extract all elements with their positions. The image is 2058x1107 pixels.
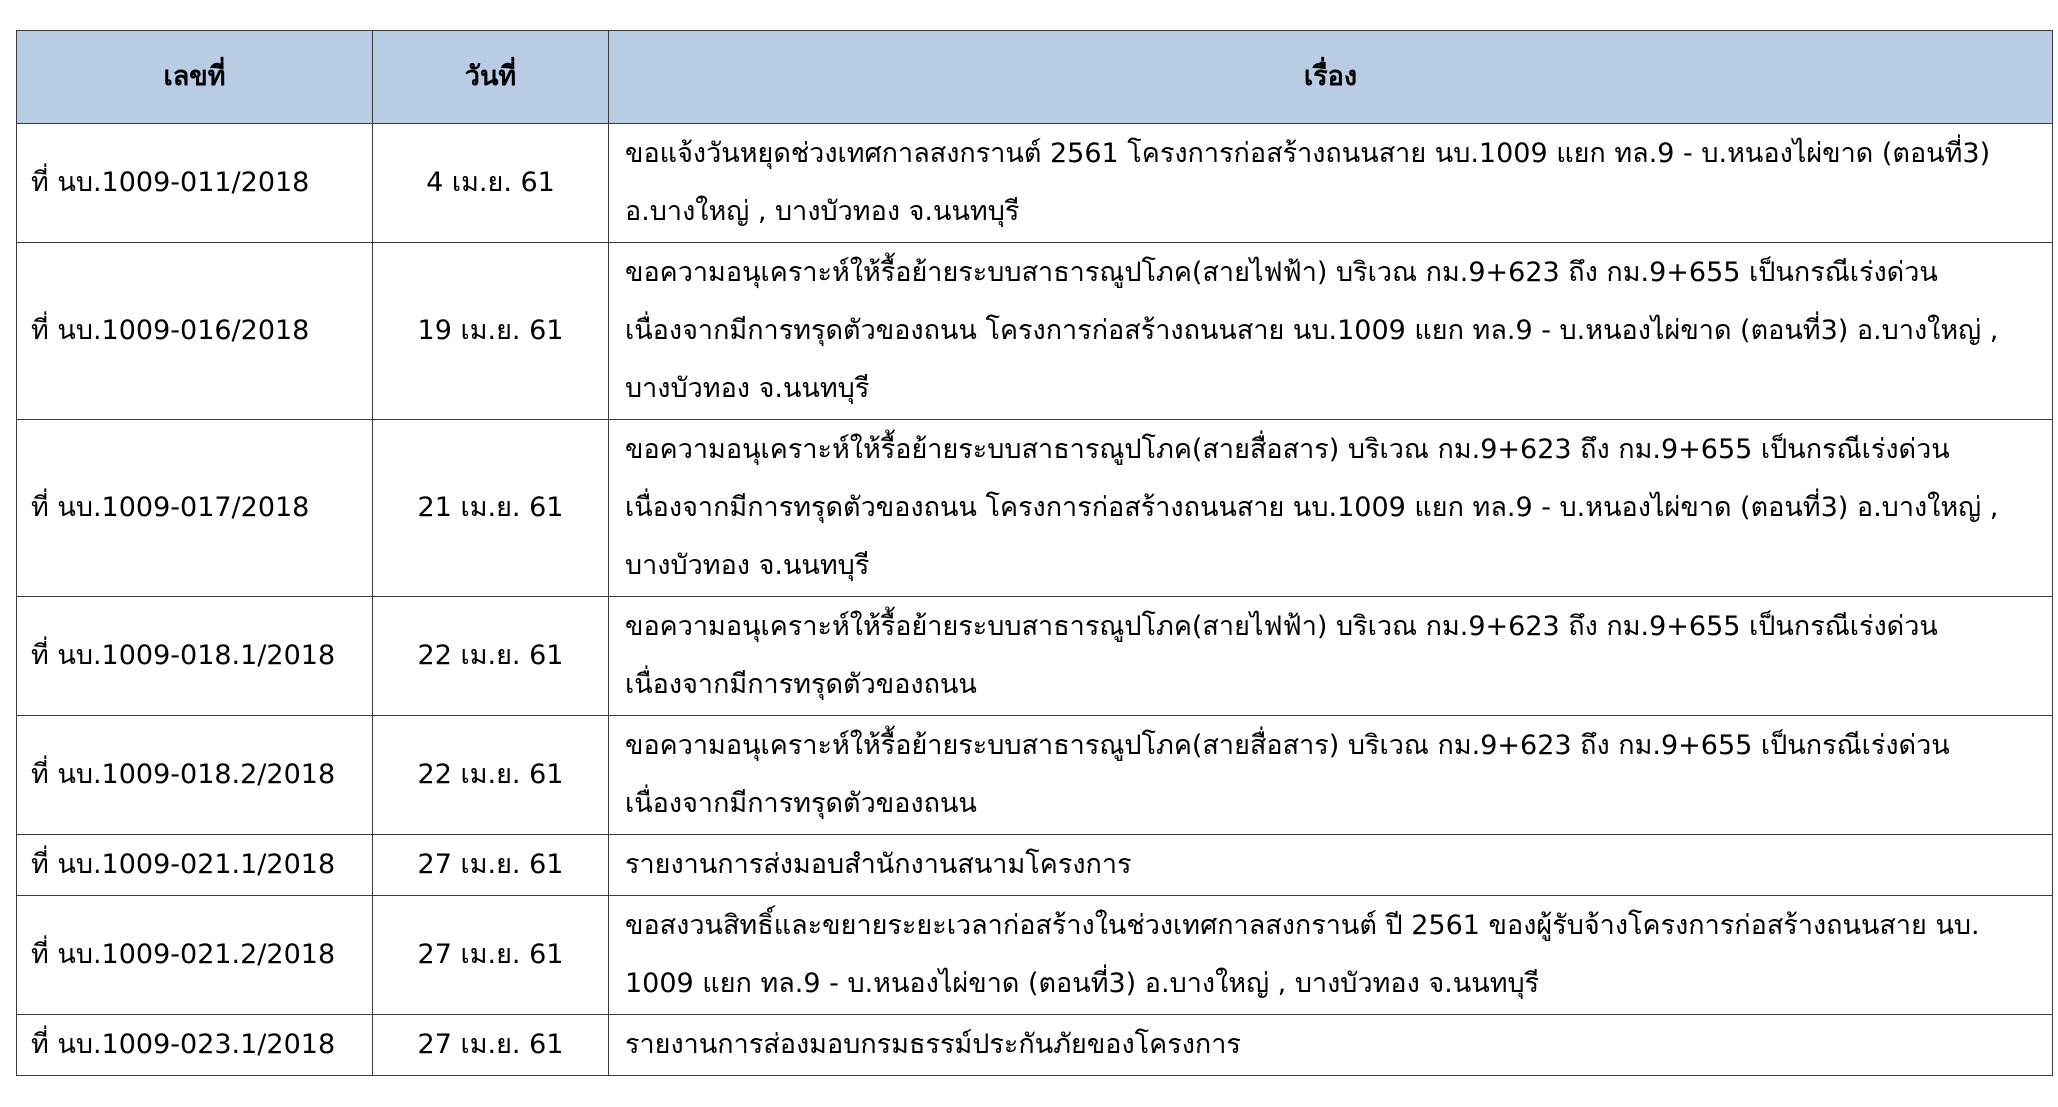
row-subject: ขอความอนุเคราะห์ให้รื้อย้ายระบบสาธารณูปโภค(สายสื่อสาร) บริเวณ กม.9+623 ถึง กม.9+655 เป็นกรณีเร่งด่วน เนื่องจากมีการทรุดตัวของถนน — [609, 716, 2053, 835]
table-row — [17, 1015, 2053, 1076]
table-row — [17, 243, 2053, 420]
row-date: 19 เม.ย. 61 — [373, 243, 609, 420]
table-row — [17, 124, 2053, 243]
table-header-row — [17, 31, 2053, 124]
row-number: ที่ นบ.1009-021.2/2018 — [17, 896, 373, 1015]
header-date: วันที่ — [373, 31, 609, 124]
row-date: 22 เม.ย. 61 — [373, 716, 609, 835]
table-row — [17, 835, 2053, 896]
row-date: 27 เม.ย. 61 — [373, 835, 609, 896]
document-table — [16, 30, 2053, 1076]
row-number: ที่ นบ.1009-011/2018 — [17, 124, 373, 243]
table-row — [17, 420, 2053, 597]
row-number: ที่ นบ.1009-016/2018 — [17, 243, 373, 420]
header-number: เลขที่ — [17, 31, 373, 124]
row-date: 27 เม.ย. 61 — [373, 896, 609, 1015]
row-number: ที่ นบ.1009-018.2/2018 — [17, 716, 373, 835]
row-date: 4 เม.ย. 61 — [373, 124, 609, 243]
table-row — [17, 716, 2053, 835]
row-subject: ขอความอนุเคราะห์ให้รื้อย้ายระบบสาธารณูปโภค(สายไฟฟ้า) บริเวณ กม.9+623 ถึง กม.9+655 เป็นกรณีเร่งด่วน เนื่องจากมีการทรุดตัวของถนน — [609, 597, 2053, 716]
row-subject: รายงานการส่งมอบสำนักงานสนามโครงการ — [609, 835, 2053, 896]
row-number: ที่ นบ.1009-018.1/2018 — [17, 597, 373, 716]
row-subject: รายงานการส่องมอบกรมธรรม์ประกันภัยของโครงการ — [609, 1015, 2053, 1076]
row-number: ที่ นบ.1009-017/2018 — [17, 420, 373, 597]
table-row — [17, 597, 2053, 716]
row-date: 21 เม.ย. 61 — [373, 420, 609, 597]
row-subject: ขอความอนุเคราะห์ให้รื้อย้ายระบบสาธารณูปโภค(สายสื่อสาร) บริเวณ กม.9+623 ถึง กม.9+655 เป็นกรณีเร่งด่วน เนื่องจากมีการทรุดตัวของถนน โครงการก่อสร้างถนนสาย นบ.1009 แยก ทล.9 - บ.หนองไผ่ขาด (ตอนที่3) อ.บางใหญ่ , บางบัวทอง จ.นนทบุรี — [609, 420, 2053, 597]
row-date: 22 เม.ย. 61 — [373, 597, 609, 716]
table-row — [17, 896, 2053, 1015]
row-date: 27 เม.ย. 61 — [373, 1015, 609, 1076]
row-number: ที่ นบ.1009-023.1/2018 — [17, 1015, 373, 1076]
row-subject: ขอสงวนสิทธิ์และขยายระยะเวลาก่อสร้างในช่วงเทศกาลสงกรานต์ ปี 2561 ของผู้รับจ้างโครงการก่อสร้างถนนสาย นบ. 1009 แยก ทล.9 - บ.หนองไผ่ขาด (ตอนที่3) อ.บางใหญ่ , บางบัวทอง จ.นนทบุรี — [609, 896, 2053, 1015]
row-subject: ขอแจ้งวันหยุดช่วงเทศกาลสงกรานต์ 2561 โครงการก่อสร้างถนนสาย นบ.1009 แยก ทล.9 - บ.หนองไผ่ขาด (ตอนที่3) อ.บางใหญ่ , บางบัวทอง จ.นนทบุรี — [609, 124, 2053, 243]
row-subject: ขอความอนุเคราะห์ให้รื้อย้ายระบบสาธารณูปโภค(สายไฟฟ้า) บริเวณ กม.9+623 ถึง กม.9+655 เป็นกรณีเร่งด่วน เนื่องจากมีการทรุดตัวของถนน โครงการก่อสร้างถนนสาย นบ.1009 แยก ทล.9 - บ.หนองไผ่ขาด (ตอนที่3) อ.บางใหญ่ , บางบัวทอง จ.นนทบุรี — [609, 243, 2053, 420]
row-number: ที่ นบ.1009-021.1/2018 — [17, 835, 373, 896]
header-subject: เรื่อง — [609, 31, 2053, 124]
